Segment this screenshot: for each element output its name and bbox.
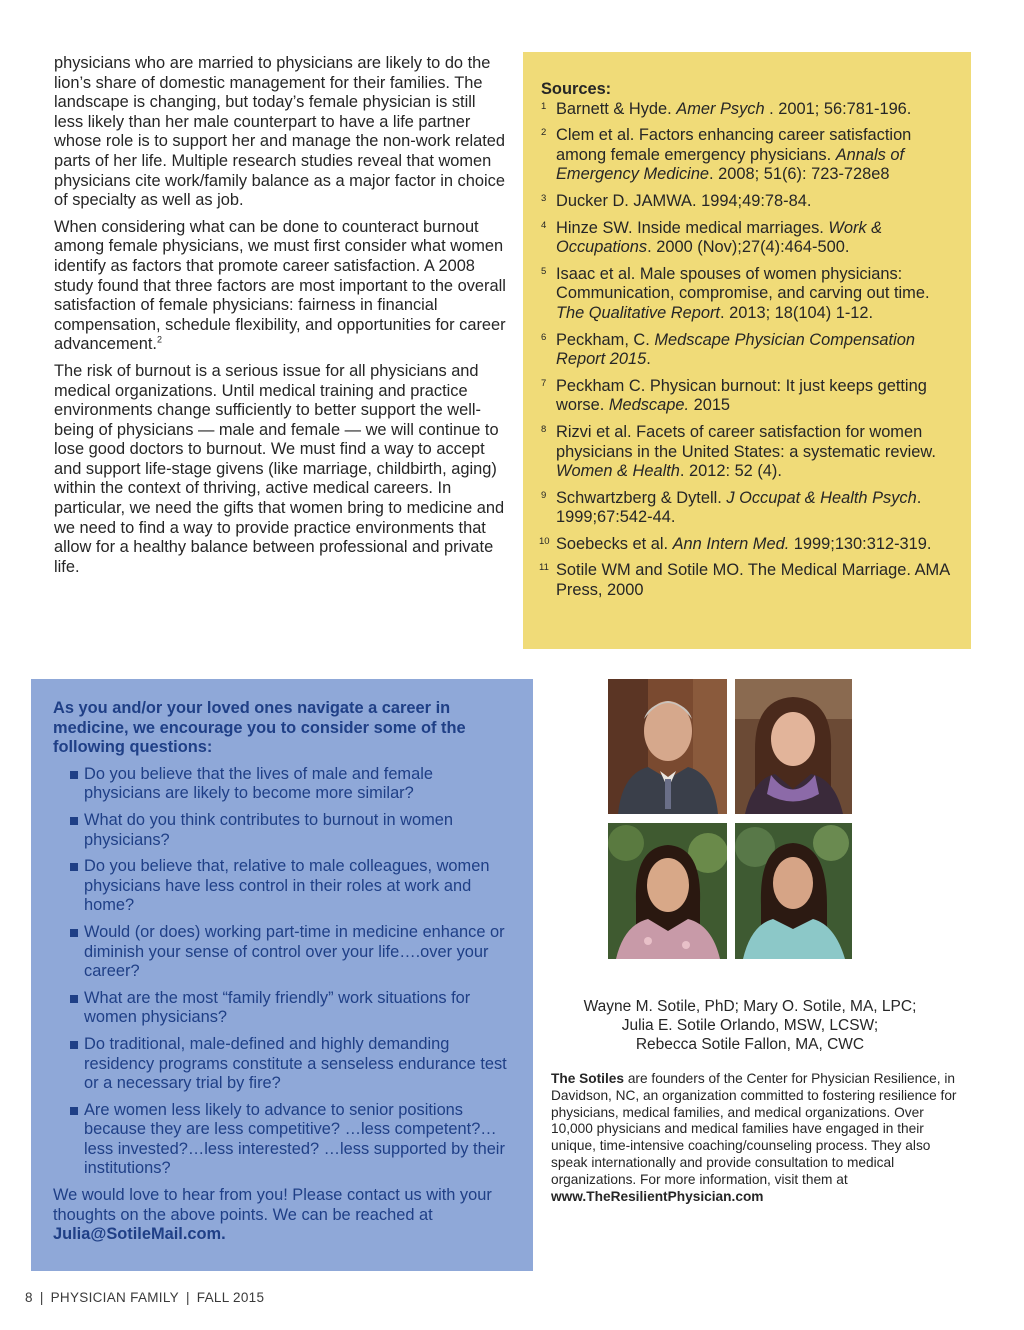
- source-item: [541, 100, 953, 120]
- source-citation: . 2008; 51(6): 723-728e8: [709, 165, 890, 184]
- source-number: 5: [541, 265, 547, 277]
- source-item: [541, 535, 953, 555]
- body-paragraph-2-text: When considering what can be done to counteract burnout among female physicians, we must first consider what women identify as factors that promote career satisfaction. A 2008 study found that three factors are most important to the overall satisfaction of female physicians: fairness in financial compensation, schedule flexibility, and opportunities for career advancement.: [54, 217, 506, 354]
- source-number: 1: [541, 100, 547, 112]
- source-item: [541, 331, 953, 370]
- article-body: [54, 54, 506, 584]
- source-number: 2: [541, 127, 547, 139]
- question-text: Do you believe that the lives of male and female physicians are likely to become more similar?: [84, 764, 433, 803]
- source-number: 7: [541, 377, 547, 389]
- contact-email[interactable]: Julia@SotileMail.com.: [53, 1225, 226, 1244]
- source-text: Rizvi et al. Facets of career satisfaction for women physicians in the United States: a systematic review.: [556, 422, 936, 461]
- square-bullet-icon: [70, 863, 78, 871]
- questions-box: [31, 679, 533, 1271]
- source-publication: J Occupat & Health Psych: [726, 488, 917, 507]
- sources-list: [541, 100, 953, 601]
- footnote-ref-2: 2: [156, 334, 162, 345]
- source-item: [541, 489, 953, 528]
- source-number: 8: [541, 423, 547, 435]
- question-item: [53, 811, 511, 850]
- square-bullet-icon: [70, 817, 78, 825]
- source-publication: The Qualitative Report: [556, 303, 720, 322]
- source-item: [541, 192, 953, 212]
- caption-line-3: Rebecca Sotile Fallon, MA, CWC: [635, 1036, 865, 1053]
- question-item: [53, 989, 511, 1028]
- author-bio: [551, 1071, 963, 1205]
- questions-intro: As you and/or your loved ones navigate a career in medicine, we encourage you to consider some of the following questions:: [53, 699, 466, 757]
- caption-line-1: Wayne M. Sotile, PhD; Mary O. Sotile, MA, LPC;: [583, 998, 917, 1015]
- source-publication: Medscape Physician Compensation Report 2015: [556, 330, 915, 369]
- source-text: Schwartzberg & Dytell.: [556, 488, 727, 507]
- question-text: Would (or does) working part-time in medicine enhance or diminish your sense of control over your life….over your career?: [84, 922, 505, 981]
- source-text: Barnett & Hyde.: [556, 99, 677, 118]
- photo-rebecca-sotile-fallon: [735, 823, 852, 959]
- sources-box: [523, 52, 971, 649]
- question-text: Do you believe that, relative to male colleagues, women physicians have less control in their roles at work and home?: [84, 857, 490, 915]
- sources-heading: Sources:: [541, 80, 612, 98]
- question-text: Are women less likely to advance to senior positions because they are less competitive? …less competent?…less invested?…less interested? …less supported by their institutions?: [84, 1100, 505, 1178]
- photo-caption: [545, 997, 955, 1054]
- page-footer: [25, 1290, 264, 1306]
- source-citation: . 1999;67:542-44.: [556, 488, 922, 527]
- question-text: What do you think contributes to burnout in women physicians?: [84, 810, 453, 849]
- question-item: [53, 1035, 511, 1094]
- question-text: Do traditional, male-defined and highly demanding residency programs constitute a senseless endurance test or a necessary trial by fire?: [84, 1034, 507, 1093]
- bio-website-link[interactable]: www.TheResilientPhysician.com: [551, 1188, 764, 1204]
- square-bullet-icon: [70, 771, 78, 779]
- source-citation: . 2013; 18(104) 1-12.: [720, 303, 874, 322]
- source-item: [541, 265, 953, 324]
- source-item: [541, 423, 953, 482]
- source-text: Isaac et al. Male spouses of women physicians: Communication, compromise, and carving out time.: [556, 264, 930, 303]
- issue-date: FALL 2015: [196, 1290, 265, 1305]
- footer-separator: |: [185, 1290, 190, 1305]
- source-item: [541, 377, 953, 416]
- source-publication: Women & Health: [556, 462, 680, 481]
- body-paragraph-2: [54, 218, 506, 355]
- source-publication: Annals of Emergency Medicine: [556, 145, 905, 184]
- questions-outro-text: We would love to hear from you! Please contact us with your thoughts on the above points. We can be reached at: [53, 1186, 492, 1224]
- source-citation: . 2000 (Nov);27(4):464-500.: [647, 238, 850, 257]
- photo-wayne-sotile: [608, 679, 727, 814]
- source-number: 4: [541, 219, 547, 231]
- questions-outro: [53, 1186, 511, 1245]
- source-citation: .: [646, 350, 651, 369]
- footer-separator: |: [39, 1290, 44, 1305]
- photo-julia-sotile-orlando: [608, 823, 727, 959]
- source-publication: Medscape.: [608, 396, 690, 415]
- source-text: Hinze SW. Inside medical marriages.: [556, 218, 829, 237]
- caption-line-2: Julia E. Sotile Orlando, MSW, LCSW;: [621, 1017, 879, 1034]
- square-bullet-icon: [70, 1041, 78, 1049]
- source-item: [541, 561, 953, 600]
- square-bullet-icon: [70, 1107, 78, 1115]
- question-item: [53, 1101, 511, 1179]
- source-text: Ducker D. JAMWA. 1994;49:78-84.: [556, 191, 812, 210]
- publication-name: PHYSICIAN FAMILY: [50, 1290, 179, 1305]
- question-item: [53, 923, 511, 982]
- body-paragraph-3: The risk of burnout is a serious issue for all physicians and medical organizations. Until medical training and practice environments change sufficiently to better support the well-being of physicians — male and female — we will continue to lose good doctors to burnout. We must find a way to accept and support life-stage givens (like marriage, childbirth, aging) within the context of thriving, active medical careers. In particular, we need the gifts that women bring to medicine and we need to find a way to provide practice environments that allow for a healthy balance between professional and private life.: [54, 361, 505, 576]
- bio-lead: The Sotiles: [551, 1071, 625, 1086]
- source-number: 6: [541, 331, 547, 343]
- source-text: Clem et al. Factors enhancing career satisfaction among female emergency physicians.: [556, 126, 912, 164]
- body-paragraph-1: physicians who are married to physicians are likely to do the lion’s share of domestic management for their families. The landscape is changing, but today’s female physician is still less likely than her male counterpart to have a life partner whose role is to support her and manage the non-work related parts of her life. Multiple research studies reveal that women physicians cite work/family balance as a major factor in choice of specialty as well as job.: [54, 54, 506, 210]
- source-number: 11: [539, 562, 549, 574]
- source-citation: . 2012: 52 (4).: [679, 462, 782, 481]
- question-item: [53, 765, 511, 804]
- page-number: 8: [25, 1290, 33, 1305]
- source-number: 10: [539, 535, 550, 547]
- source-text: Soebecks et al.: [556, 534, 673, 553]
- source-number: 3: [541, 192, 547, 204]
- source-publication: Ann Intern Med.: [672, 534, 790, 553]
- questions-list: [53, 765, 511, 1179]
- square-bullet-icon: [70, 995, 78, 1003]
- source-text: Peckham C. Physican burnout: It just keeps getting worse.: [556, 376, 927, 415]
- source-citation: 2015: [689, 396, 731, 415]
- photo-mary-sotile: [735, 679, 852, 814]
- source-number: 9: [541, 489, 547, 501]
- source-citation: 1999;130:312-319.: [789, 534, 932, 553]
- source-publication: Amer Psych: [676, 99, 765, 118]
- source-publication: Work & Occupations: [556, 218, 883, 257]
- question-item: [53, 857, 511, 916]
- source-citation: . 2001; 56:781-196.: [764, 99, 912, 118]
- source-text: Peckham, C.: [556, 330, 655, 349]
- source-item: [541, 219, 953, 258]
- bio-text: are founders of the Center for Physician Resilience, in Davidson, NC, an organization committed to fostering resilience for physicians, medical families, and medical organizations. Over 10,000 physicians and medical families have engaged in their unique, time-intensive coaching/counseling process. They also speak internationally and provide consultation to medical organizations. For more information, visit them at: [551, 1071, 957, 1187]
- question-text: What are the most “family friendly” work situations for women physicians?: [84, 988, 471, 1027]
- source-text: Sotile WM and Sotile MO. The Medical Marriage. AMA Press, 2000: [556, 561, 950, 600]
- source-item: [541, 126, 953, 185]
- square-bullet-icon: [70, 929, 78, 937]
